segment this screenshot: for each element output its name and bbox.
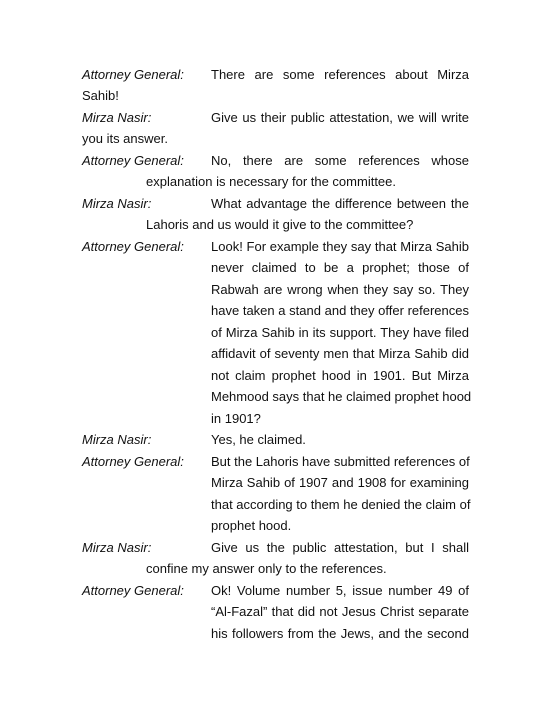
transcript-line: never claimed to be a prophet; those of (211, 260, 469, 275)
transcript-line: in 1901? (211, 411, 261, 426)
transcript-line: But the Lahoris have submitted references of (211, 454, 470, 469)
transcript-line: affidavit of seventy men that Mirza Sahib did (211, 346, 469, 361)
speaker-label: Mirza Nasir: (82, 196, 152, 211)
transcript-line: you its answer. (82, 131, 168, 146)
transcript-line: Ok! Volume number 5, issue number 49 of (211, 583, 469, 598)
transcript-line: Look! For example they say that Mirza Sahib (211, 239, 469, 254)
transcript-line: Sahib! (82, 88, 119, 103)
speaker-label: Mirza Nasir: (82, 540, 152, 555)
transcript-line: that according to them he denied the claim of (211, 497, 471, 512)
transcript-line: not claim prophet hood in 1901. But Mirza (211, 368, 469, 383)
transcript-line: Give us their public attestation, we will write (211, 110, 469, 125)
transcript-line: Lahoris and us would it give to the committee? (146, 217, 414, 232)
speaker-label: Mirza Nasir: (82, 110, 152, 125)
speaker-label: Mirza Nasir: (82, 432, 152, 447)
transcript-line: of Mirza Sahib in its support. They have filed (211, 325, 469, 340)
transcript-line: “Al-Fazal” that did not Jesus Christ separate (211, 604, 469, 619)
speaker-label: Attorney General: (82, 583, 184, 598)
transcript-line: prophet hood. (211, 518, 292, 533)
transcript-line: What advantage the difference between the (211, 196, 469, 211)
transcript-line: Mirza Sahib of 1907 and 1908 for examining (211, 475, 469, 490)
speaker-label: Attorney General: (82, 239, 184, 254)
speaker-label: Attorney General: (82, 454, 184, 469)
transcript-line: confine my answer only to the references. (146, 561, 387, 576)
transcript-line: have taken a stand and they offer references (211, 303, 469, 318)
transcript-line: There are some references about Mirza (211, 67, 469, 82)
transcript-line: Mehmood says that he claimed prophet hood (211, 389, 472, 404)
transcript-line: his followers from the Jews, and the second (211, 626, 469, 641)
transcript-line: explanation is necessary for the committee. (146, 174, 397, 189)
speaker-label: Attorney General: (82, 153, 184, 168)
transcript-line: No, there are some references whose (211, 153, 469, 168)
transcript-line: Rabwah are wrong when they say so. They (211, 282, 469, 297)
transcript-line: Yes, he claimed. (211, 432, 306, 447)
transcript-line: Give us the public attestation, but I shall (211, 540, 469, 555)
speaker-label: Attorney General: (82, 67, 184, 82)
